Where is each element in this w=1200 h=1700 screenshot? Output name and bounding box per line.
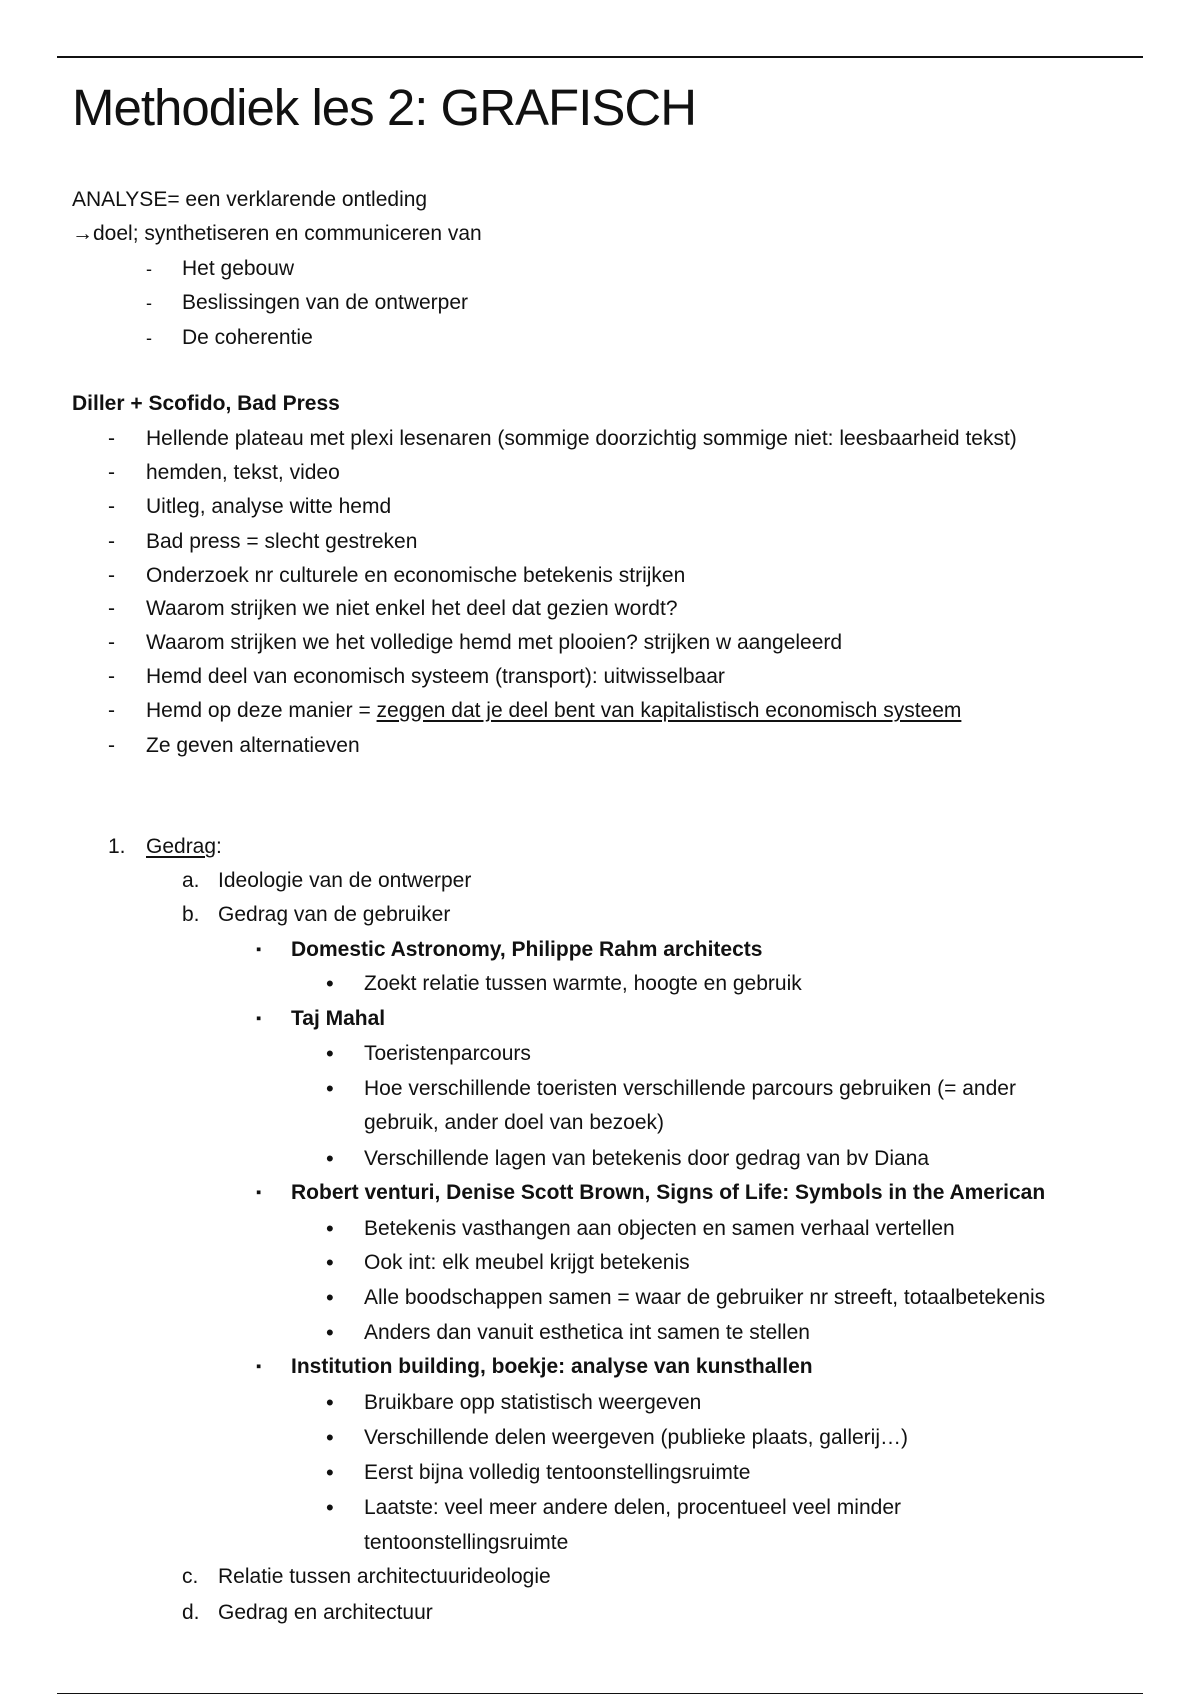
case-item: Laatste: veel meer andere delen, procentueel veel minder (364, 1496, 901, 1519)
diller-item: Bad press = slecht gestreken (146, 530, 418, 553)
list-letter: a. (182, 869, 200, 892)
diller-item: Waarom strijken we niet enkel het deel dat gezien wordt? (146, 597, 678, 620)
hemd-prefix: Hemd op deze manier = (146, 699, 377, 722)
round-bullet-icon: • (326, 1320, 334, 1345)
gedrag-colon: : (216, 835, 222, 858)
case-item: Anders dan vanuit esthetica int samen te stellen (364, 1321, 810, 1344)
case-heading: Robert venturi, Denise Scott Brown, Signs of Life: Symbols in the American (291, 1181, 1046, 1204)
case-item: Eerst bijna volledig tentoonstellingsruimte (364, 1461, 751, 1484)
dash-bullet-icon: - (146, 259, 152, 279)
case-item-continued: tentoonstellingsruimte (364, 1531, 569, 1554)
dash-bullet-icon: - (146, 293, 152, 313)
diller-item: Waarom strijken we het volledige hemd met plooien? strijken w aangeleerd (146, 631, 843, 654)
doel-text: doel; synthetiseren en communiceren van (93, 222, 482, 245)
dash-bullet-icon: - (108, 597, 115, 620)
case-item: Ook int: elk meubel krijgt betekenis (364, 1251, 690, 1274)
round-bullet-icon: • (326, 1216, 334, 1241)
bottom-rule (57, 1693, 1143, 1694)
case-heading: Taj Mahal (291, 1007, 386, 1030)
case-item-continued: gebruik, ander doel van bezoek) (364, 1111, 665, 1134)
case-item: Bruikbare opp statistisch weergeven (364, 1391, 702, 1414)
case-item: Hoe verschillende toeristen verschillende parcours gebruiken (= ander (364, 1077, 1016, 1100)
dash-bullet-icon: - (108, 734, 115, 757)
diller-item: Onderzoek nr culturele en economische betekenis strijken (146, 564, 686, 587)
list-number: 1. (108, 835, 126, 858)
diller-item-hemd (146, 698, 961, 724)
round-bullet-icon: • (326, 1076, 334, 1101)
dash-bullet-icon: - (108, 427, 115, 450)
round-bullet-icon: • (326, 1250, 334, 1275)
intro-item: Het gebouw (182, 257, 295, 280)
square-bullet-icon: ▪ (256, 941, 262, 958)
intro-item: De coherentie (182, 326, 313, 349)
diller-item: Hellende plateau met plexi lesenaren (sommige doorzichtig sommige niet: leesbaarheid tekst) (146, 427, 1017, 450)
round-bullet-icon: • (326, 1285, 334, 1310)
dash-bullet-icon: - (146, 328, 152, 348)
intro-item: Beslissingen van de ontwerper (182, 291, 469, 314)
round-bullet-icon: • (326, 971, 334, 996)
square-bullet-icon: ▪ (256, 1358, 262, 1375)
dash-bullet-icon: - (108, 665, 115, 688)
case-item: Zoekt relatie tussen warmte, hoogte en gebruik (364, 972, 802, 995)
dash-bullet-icon: - (108, 699, 115, 722)
arrow-right-icon: → (72, 222, 93, 245)
dash-bullet-icon: - (108, 564, 115, 587)
sub-item: Gedrag en architectuur (218, 1601, 433, 1624)
list-letter: c. (182, 1565, 199, 1588)
dash-bullet-icon: - (108, 461, 115, 484)
dash-bullet-icon: - (108, 495, 115, 518)
case-heading: Domestic Astronomy, Philippe Rahm architects (291, 938, 763, 961)
square-bullet-icon: ▪ (256, 1184, 262, 1201)
gedrag-title: Gedrag (146, 835, 217, 858)
dash-bullet-icon: - (108, 631, 115, 654)
case-item: Alle boodschappen samen = waar de gebruiker nr streeft, totaalbetekenis (364, 1286, 1046, 1309)
round-bullet-icon: • (326, 1390, 334, 1415)
round-bullet-icon: • (326, 1495, 334, 1520)
round-bullet-icon: • (326, 1041, 334, 1066)
sub-item: Ideologie van de ontwerper (218, 869, 472, 892)
sub-item: Gedrag van de gebruiker (218, 903, 451, 926)
analyse-definition: ANALYSE= een verklarende ontleding (72, 188, 428, 211)
case-item: Verschillende delen weergeven (publieke plaats, gallerij…) (364, 1426, 908, 1449)
diller-item: Ze geven alternatieven (146, 734, 360, 757)
case-item: Betekenis vasthangen aan objecten en samen verhaal vertellen (364, 1217, 955, 1240)
top-rule (57, 56, 1143, 58)
round-bullet-icon: • (326, 1425, 334, 1450)
diller-item: Uitleg, analyse witte hemd (146, 495, 392, 518)
section-heading-diller: Diller + Scofido, Bad Press (72, 392, 340, 415)
diller-item: hemden, tekst, video (146, 461, 340, 484)
hemd-underlined-text: zeggen dat je deel bent van kapitalistisch economisch systeem (376, 699, 962, 722)
round-bullet-icon: • (326, 1460, 334, 1485)
section-title-gedrag (146, 834, 222, 860)
diller-item: Hemd deel van economisch systeem (transport): uitwisselbaar (146, 665, 725, 688)
round-bullet-icon: • (326, 1146, 334, 1171)
case-heading: Institution building, boekje: analyse van kunsthallen (291, 1355, 813, 1378)
case-item: Verschillende lagen van betekenis door gedrag van bv Diana (364, 1147, 930, 1170)
doel-line (72, 221, 482, 247)
case-item: Toeristenparcours (364, 1042, 531, 1065)
page-title: Methodiek les 2: GRAFISCH (72, 79, 697, 136)
list-letter: b. (182, 903, 200, 926)
square-bullet-icon: ▪ (256, 1010, 262, 1027)
sub-item: Relatie tussen architectuurideologie (218, 1565, 551, 1588)
dash-bullet-icon: - (108, 530, 115, 553)
list-letter: d. (182, 1601, 200, 1624)
